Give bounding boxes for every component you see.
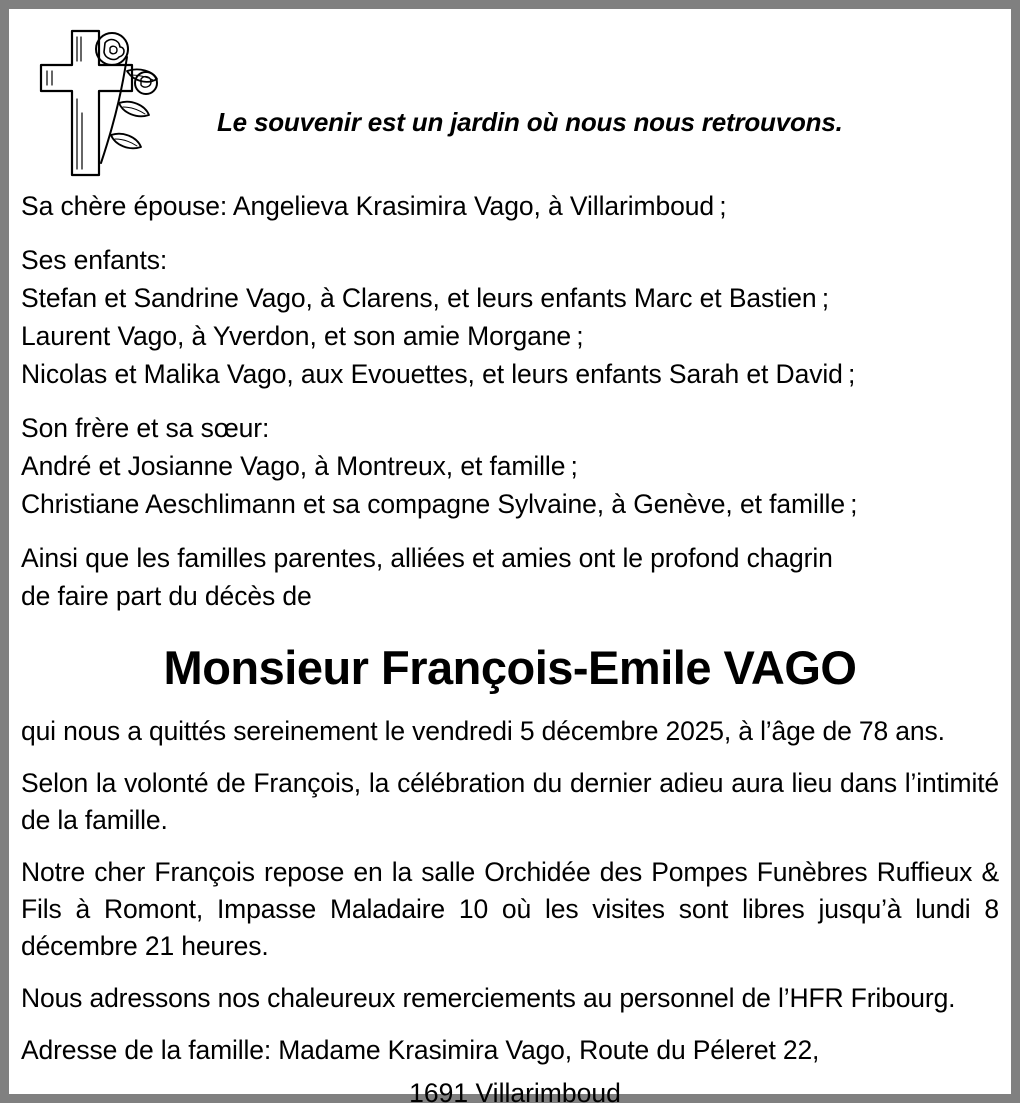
family-address-line-1: Adresse de la famille: Madame Krasimira Vago, Route du Péleret 22, <box>21 1035 820 1065</box>
child-line: Stefan et Sandrine Vago, à Clarens, et leurs enfants Marc et Bastien ; <box>21 283 829 313</box>
repose-notice: Notre cher François repose en la salle Orchidée des Pompes Funèbres Ruffieux & Fils à Romont, Impasse Maladaire 10 où les visites sont libres jusqu’à lundi 8 décembre 21 heures. <box>21 857 999 961</box>
sibling-line: Christiane Aeschlimann et sa compagne Sylvaine, à Genève, et famille ; <box>21 489 858 519</box>
children-label: Ses enfants: <box>21 245 168 275</box>
thanks-notice: Nous adressons nos chaleureux remerciements au personnel de l’HFR Fribourg. <box>21 983 956 1013</box>
obituary-content <box>9 9 1011 1108</box>
child-line: Laurent Vago, à Yverdon, et son amie Morgane ; <box>21 321 584 351</box>
child-line: Nicolas et Malika Vago, aux Evouettes, et leurs enfants Sarah et David ; <box>21 359 856 389</box>
relatives-line-2: de faire part du décès de <box>21 581 312 611</box>
cross-with-rose-icon <box>27 23 167 183</box>
sibling-line: André et Josianne Vago, à Montreux, et famille ; <box>21 451 578 481</box>
ceremony-notice: Selon la volonté de François, la célébration du dernier adieu aura lieu dans l’intimité de la famille. <box>21 768 999 835</box>
siblings-block <box>21 409 999 523</box>
children-block <box>21 241 999 393</box>
spouse-line: Sa chère épouse: Angelieva Krasimira Vago, à Villarimboud ; <box>21 191 727 221</box>
death-notice: qui nous a quittés sereinement le vendredi 5 décembre 2025, à l’âge de 78 ans. <box>21 716 945 746</box>
relatives-block <box>21 539 999 615</box>
family-address-line-2: 1691 Villarimboud <box>409 1078 621 1108</box>
notice-header <box>17 15 1003 187</box>
relatives-line-1: Ainsi que les familles parentes, alliées et amies ont le profond chagrin <box>21 543 833 573</box>
deceased-name: Monsieur François-Emile VAGO <box>163 641 857 694</box>
spouse-block <box>21 187 999 225</box>
memorial-motto: Le souvenir est un jardin où nous nous retrouvons. <box>217 107 843 137</box>
notice-body <box>17 187 1003 1112</box>
siblings-label: Son frère et sa sœur: <box>21 413 270 443</box>
